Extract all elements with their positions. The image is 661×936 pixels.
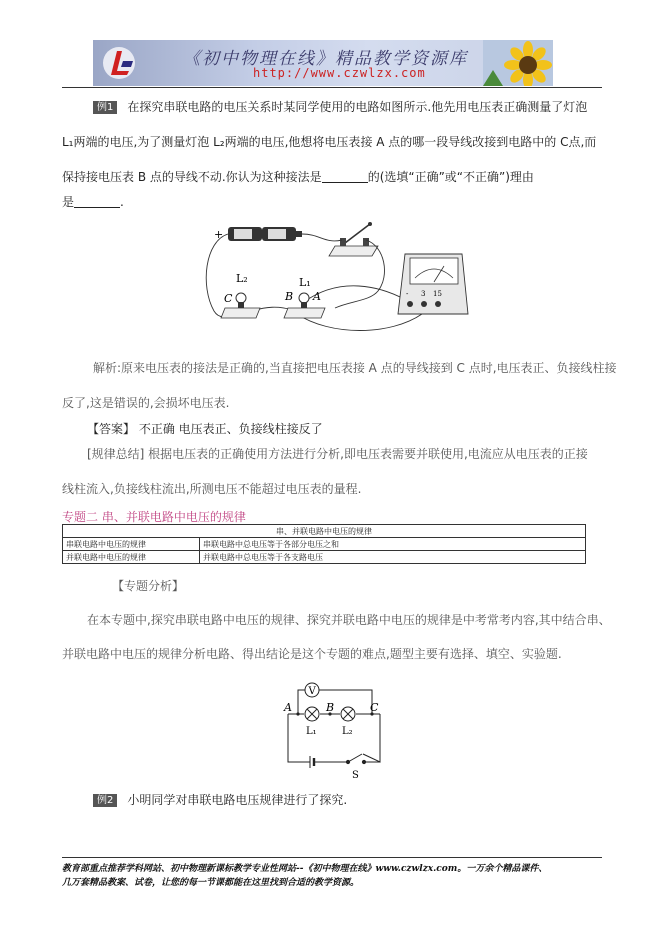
example1-line3: 保持接电压表 B 点的导线不动.你认为这种接法是 的(选填“正确”或“不正确”)理由 <box>62 170 534 184</box>
point-c-label: C <box>224 292 233 305</box>
section2-heading: 专题二 串、并联电路中电压的规律 <box>62 510 246 524</box>
sunflower-icon <box>483 40 553 86</box>
example1-analysis-line1: 解析:原来电压表的接法是正确的,当直接把电压表接 A 点的导线接到 C 点时,电压表正、负接线柱接 <box>93 361 617 375</box>
example1-answer: 【答案】 不正确 电压表正、负接线柱接反了 <box>87 422 323 436</box>
point-c-label: C <box>370 701 379 714</box>
meter-15-label: 15 <box>433 290 442 298</box>
footer-line1: 教育部重点推荐学科网站、初中物理新课标教学专业性网站--《初中物理在线》www.czwlzx.com。一万余个精品课件、 <box>62 864 548 874</box>
site-banner <box>93 40 553 86</box>
battery-plus-label: + <box>214 228 224 241</box>
site-title: 《初中物理在线》精品教学资源库 <box>183 49 468 69</box>
lamp-l2-symbol-icon <box>341 707 355 721</box>
meter-3-label: 3 <box>421 290 426 298</box>
battery-symbol-icon <box>310 756 314 768</box>
table-row <box>63 538 586 551</box>
point-a-label: A <box>313 290 321 303</box>
table-row <box>63 551 586 564</box>
point-b-label: B <box>326 701 335 714</box>
footer-line2: 几万套精品教案、试卷，让您的每一节课都能在这里找到合适的教学资源。 <box>62 878 360 888</box>
point-a-label: A <box>284 701 292 714</box>
table-header-cell: 串、并联电路中电压的规律 <box>63 525 586 538</box>
example1-tag: 例1 <box>93 101 117 114</box>
example1-analysis-line2: 反了,这是错误的,会损坏电压表. <box>62 396 230 410</box>
header-divider <box>62 87 602 88</box>
section2-analysis-line2: 并联电路中电压的规律分析电路、得出结论是这个专题的难点,题型主要有选择、填空、实验题. <box>62 647 562 661</box>
voltmeter-icon <box>398 254 468 314</box>
example1-line4: 是 . <box>62 195 124 209</box>
lamp-l1-symbol-icon <box>305 707 319 721</box>
switch-icon <box>329 222 378 256</box>
site-url[interactable]: http://www.czwlzx.com <box>253 66 426 80</box>
site-logo-icon <box>99 43 139 83</box>
table-cell-value: 并联电路中总电压等于各支路电压 <box>200 551 586 564</box>
footer-divider <box>62 857 602 858</box>
section2-analysis-line1: 在本专题中,探究串联电路中电压的规律、探究并联电路中电压的规律是中考常考内容,其中结合串、 <box>87 613 611 627</box>
answer-blank-2[interactable] <box>74 207 120 208</box>
table-header-row <box>63 525 586 538</box>
switch-symbol-icon <box>346 754 365 764</box>
table-cell-label: 并联电路中电压的规律 <box>63 551 200 564</box>
example1-line2: L₁两端的电压,为了测量灯泡 L₂两端的电压,他想将电压表接 A 点的哪一段导线改接到电路中的 C点,而 <box>62 135 597 149</box>
battery-icon <box>228 227 302 241</box>
section2-analysis-title: 【专题分析】 <box>112 579 185 593</box>
lamp-l2-label: L₂ <box>236 272 248 285</box>
rule-summary-line2: 线柱流入,负接线柱流出,所测电压不能超过电压表的量程. <box>62 482 362 496</box>
voltmeter-v-label: V <box>308 686 316 697</box>
example2-tag: 例2 <box>93 794 117 807</box>
rule-summary-line1: [规律总结] 根据电压表的正确使用方法进行分析,即电压表需要并联使用,电流应从电压表的正接 <box>87 447 588 461</box>
answer-blank-1[interactable] <box>322 182 368 183</box>
example1-line1: 例1 在探究串联电路的电压关系时某同学使用的电路如图所示.他先用电压表正确测量了灯泡 <box>93 99 587 115</box>
lamp-l1-label: L₁ <box>299 276 311 289</box>
meter-minus-label: - <box>406 290 409 298</box>
circuit-figure-1 <box>200 216 470 338</box>
example2-line: 例2 小明同学对串联电路电压规律进行了探究. <box>93 792 347 808</box>
table-cell-label: 串联电路中电压的规律 <box>63 538 200 551</box>
lamp-l2-label: L₂ <box>342 726 353 737</box>
point-b-label: B <box>285 290 294 303</box>
voltage-law-table <box>62 524 586 564</box>
circuit-figure-2 <box>280 678 390 782</box>
switch-s-label: S <box>352 770 359 781</box>
lamp-l1-label: L₁ <box>306 726 317 737</box>
table-cell-value: 串联电路中总电压等于各部分电压之和 <box>200 538 586 551</box>
